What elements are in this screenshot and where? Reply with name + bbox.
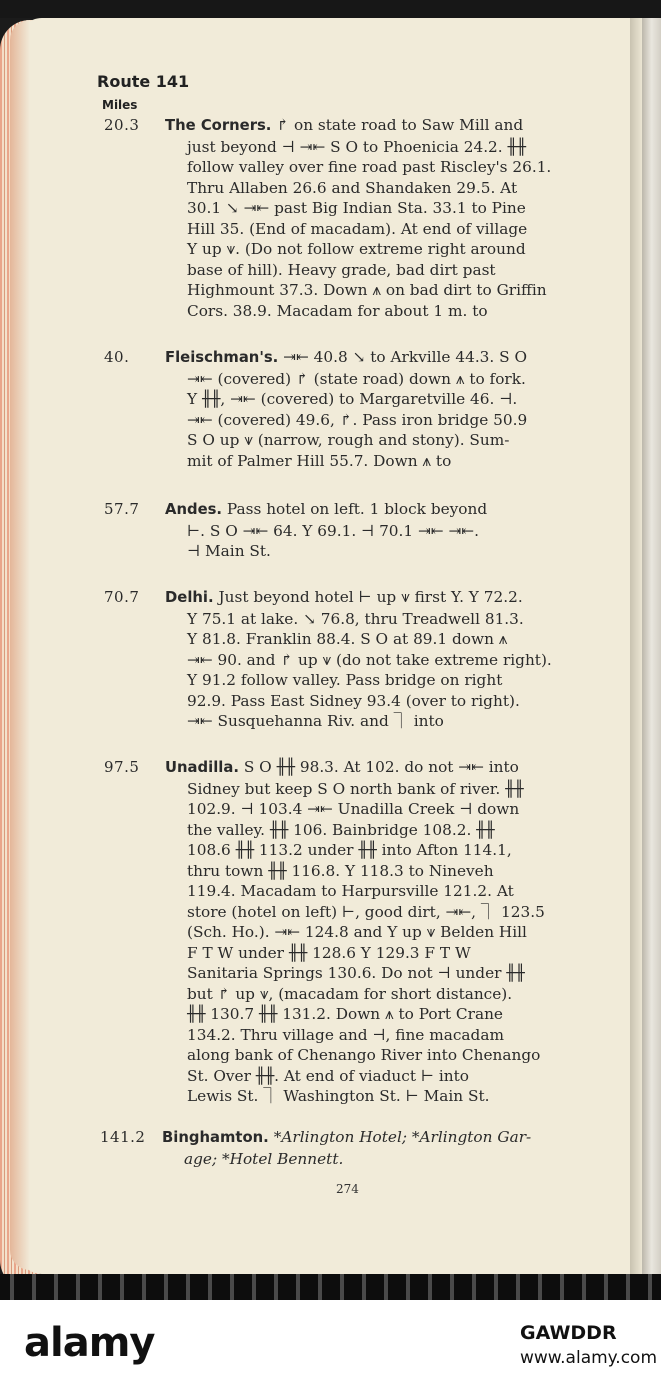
entry-line: base of hill). Heavy grade, bad dirt past xyxy=(187,260,496,279)
entry-line: 102.9. ⊣ 103.4 ⇥⇤ Unadilla Creek ⊣ down xyxy=(187,800,520,818)
entry-line: Cors. 38.9. Macadam for about 1 m. to xyxy=(187,301,488,320)
entry-miles: 141.2 xyxy=(100,1128,146,1146)
entry-place: Delhi. xyxy=(165,589,214,606)
route-entry xyxy=(165,587,608,732)
entry-line xyxy=(165,115,608,137)
entry-line: ╫╫ 130.7 ╫╫ 131.2. Down ⩚ to Port Crane xyxy=(187,1005,503,1023)
entry-line xyxy=(165,499,608,521)
route-entry xyxy=(165,499,608,562)
entry-line: Y up ⩛. (Do not follow extreme right around xyxy=(187,240,526,258)
route-label: Route 141 xyxy=(97,72,190,91)
entry-line: (Sch. Ho.). ⇥⇤ 124.8 and Y up ⩛ Belden Hill xyxy=(187,923,527,941)
entry-line: F T W under ╫╫ 128.6 Y 129.3 F T W xyxy=(187,943,471,962)
entry-line: but ↱ up ⩛, (macadam for short distance). xyxy=(187,984,513,1003)
entry-line: ⇥⇤ (covered) ↱ (state road) down ⩚ to fork. xyxy=(187,369,526,388)
entry-miles: 97.5 xyxy=(104,758,140,776)
entry-line: store (hotel on left) ⊢, good dirt, ⇥⇤, ⏋ 123.5 xyxy=(187,902,545,921)
entry-line: Just beyond hotel ⊢ up ⩛ first Y. Y 72.2. xyxy=(218,588,523,606)
entry-line: just beyond ⊣ ⇥⇤ S O to Phoenicia 24.2. ╫╫ xyxy=(187,137,526,156)
entry-miles: 57.7 xyxy=(104,500,140,518)
entry-place: Binghamton. xyxy=(162,1129,269,1146)
top-bar xyxy=(0,0,661,18)
entry-line xyxy=(165,587,608,609)
entry-line: ⇥⇤ Susquehanna Riv. and ⏋ into xyxy=(187,712,444,730)
page-number: 274 xyxy=(336,1182,359,1196)
entry-line: follow valley over fine road past Riscley's 26.1. xyxy=(187,158,552,176)
entry-place: Unadilla. xyxy=(165,759,239,776)
miles-header: Miles xyxy=(102,98,138,112)
entry-line: ⇥⇤ 40.8 ↘ to Arkville 44.3. S O xyxy=(283,348,528,366)
image-id: GAWDDR xyxy=(520,1322,617,1344)
binding-strip xyxy=(642,18,661,1274)
entry-line: the valley. ╫╫ 106. Bainbridge 108.2. ╫╫ xyxy=(187,820,495,839)
entry-line: Hill 35. (End of macadam). At end of village xyxy=(187,219,528,238)
entry-line: Thru Allaben 26.6 and Shandaken 29.5. At xyxy=(187,178,518,197)
entry-line: Highmount 37.3. Down ⩚ on bad dirt to Griffin xyxy=(187,281,547,299)
entry-miles: 40. xyxy=(104,348,130,366)
entry-line: thru town ╫╫ 116.8. Y 118.3 to Nineveh xyxy=(187,861,494,880)
entry-line: Y 75.1 at lake. ↘ 76.8, thru Treadwell 81.3. xyxy=(187,609,524,628)
entry-line: Y 81.8. Franklin 88.4. S O at 89.1 down ⩚ xyxy=(187,630,508,648)
entry-line: Y ╫╫, ⇥⇤ (covered) to Margaretville 46. ⊣. xyxy=(187,390,518,408)
entry-line: 30.1 ↘ ⇥⇤ past Big Indian Sta. 33.1 to Pine xyxy=(187,199,526,217)
entry-line: St. Over ╫╫. At end of viaduct ⊢ into xyxy=(187,1066,469,1085)
entry-line: ⇥⇤ (covered) 49.6, ↱. Pass iron bridge 50.9 xyxy=(187,410,528,429)
entry-line: S O ╫╫ 98.3. At 102. do not ⇥⇤ into xyxy=(243,758,519,776)
entry-line: Sanitaria Springs 130.6. Do not ⊣ under ╫╫ xyxy=(187,964,525,982)
route-entry xyxy=(165,115,608,321)
entry-line xyxy=(162,1127,608,1149)
entry-line: age; *Hotel Bennett. xyxy=(184,1149,344,1168)
route-entry xyxy=(165,347,608,471)
entry-line: Sidney but keep S O north bank of river. ╫╫ xyxy=(187,779,524,798)
entry-line: ⊣ Main St. xyxy=(187,542,271,560)
entry-line: 134.2. Thru village and ⊣, fine macadam xyxy=(187,1025,504,1044)
entry-miles: 20.3 xyxy=(104,116,140,134)
entry-line: 108.6 ╫╫ 113.2 under ╫╫ into Afton 114.1, xyxy=(187,841,512,859)
entry-line: ⇥⇤ 90. and ↱ up ⩛ (do not take extreme right). xyxy=(187,650,552,669)
entry-line: *Arlington Hotel; *Arlington Gar- xyxy=(273,1128,532,1146)
entry-line: Pass hotel on left. 1 block beyond xyxy=(226,500,488,518)
entry-line: Lewis St. ⏋ Washington St. ⊢ Main St. xyxy=(187,1087,490,1105)
entry-line: 92.9. Pass East Sidney 93.4 (over to right). xyxy=(187,691,520,710)
entry-miles: 70.7 xyxy=(104,588,140,606)
alamy-logo: alamy xyxy=(24,1320,155,1366)
entry-place: Andes. xyxy=(165,501,223,518)
entry-line: along bank of Chenango River into Chenango xyxy=(187,1046,541,1064)
site-url: www.alamy.com xyxy=(520,1348,658,1368)
entry-place: The Corners. xyxy=(165,117,272,134)
entry-line: 119.4. Macadam to Harpursville 121.2. At xyxy=(187,882,514,900)
route-entry xyxy=(165,757,608,1107)
entry-line: ↱ on state road to Saw Mill and xyxy=(276,116,524,134)
film-edge xyxy=(0,1274,661,1300)
entry-line: Y 91.2 follow valley. Pass bridge on right xyxy=(187,671,503,689)
entry-line xyxy=(165,757,608,779)
entry-line: mit of Palmer Hill 55.7. Down ⩚ to xyxy=(187,451,452,470)
entry-line: S O up ⩛ (narrow, rough and stony). Sum- xyxy=(187,431,510,449)
entry-line xyxy=(165,347,608,369)
entry-line: ⊢. S O ⇥⇤ 64. Y 69.1. ⊣ 70.1 ⇥⇤ ⇥⇤. xyxy=(187,521,479,540)
page-curl xyxy=(10,20,30,1270)
route-entry xyxy=(162,1127,608,1169)
entry-place: Fleischman's. xyxy=(165,349,279,366)
